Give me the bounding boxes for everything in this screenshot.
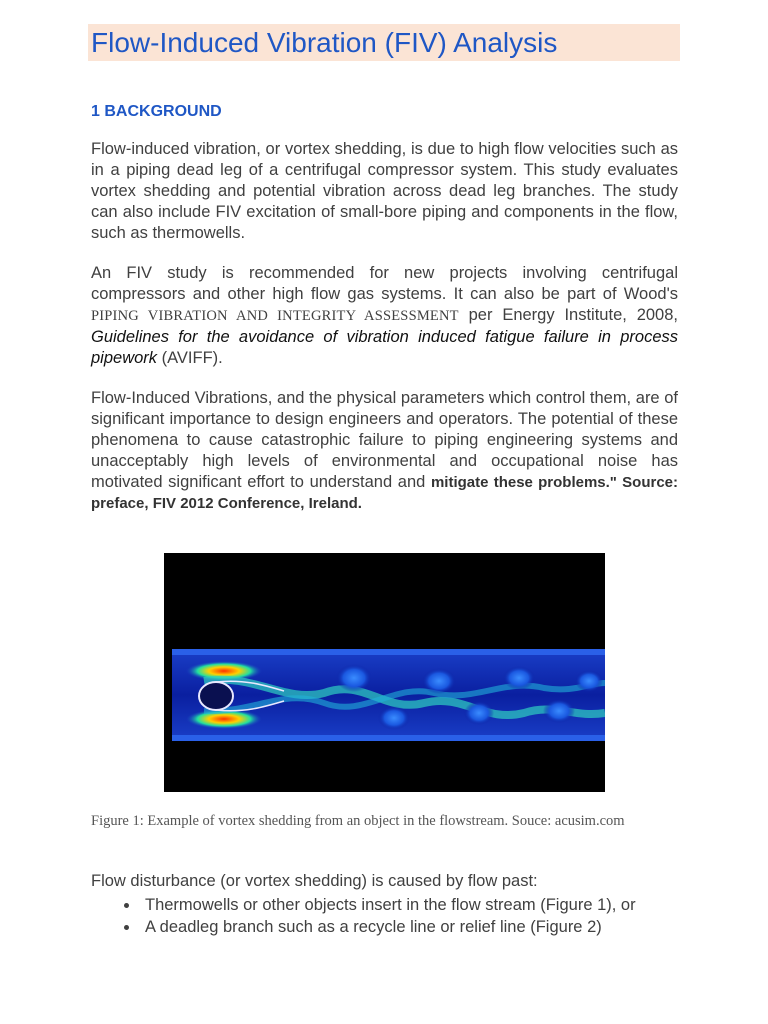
section-heading: 1 BACKGROUND bbox=[91, 103, 222, 120]
p2-text-c: (AVIFF). bbox=[157, 349, 223, 367]
bullet-icon bbox=[124, 903, 129, 908]
list-item bbox=[91, 894, 691, 916]
page-title: Flow-Induced Vibration (FIV) Analysis bbox=[91, 27, 558, 58]
p2-assessment-name: PIPING VIBRATION AND INTEGRITY ASSESSMENT bbox=[91, 308, 459, 324]
figure-caption: Figure 1: Example of vortex shedding from an object in the flowstream. Souce: acusim.com bbox=[91, 813, 625, 829]
list-item-text: Thermowells or other objects insert in the flow stream (Figure 1), or bbox=[145, 896, 636, 914]
list-intro: Flow disturbance (or vortex shedding) is caused by flow past: bbox=[91, 872, 538, 890]
p2-guideline-title: Guidelines for the avoidance of vibration induced fatigue failure in process pipework bbox=[91, 328, 678, 367]
paragraph-quote bbox=[91, 388, 678, 514]
p3-text-a: Flow-Induced Vibrations, and the physical parameters which control them, are of significant importance to design engineers and operators. The potential of these phenomena to cause catastrophic failure to piping engineering systems and unacceptably high levels of environmental and occupational noise has motivated significant effort to understand and bbox=[91, 389, 678, 491]
list-item bbox=[91, 916, 691, 938]
vortex-shedding-figure bbox=[164, 553, 605, 792]
p3-source: mitigate these problems." Source: preface, FIV 2012 Conference, Ireland. bbox=[91, 474, 678, 512]
list-item-text: A deadleg branch such as a recycle line or relief line (Figure 2) bbox=[145, 918, 602, 936]
paragraph-intro: Flow-induced vibration, or vortex shedding, is due to high flow velocities such as in a piping dead leg of a centrifugal compressor system. This study evaluates vortex shedding and potential vibration across dead leg branches. The study can also include FIV excitation of small-bore piping and components in the flow, such as thermowells. bbox=[91, 140, 678, 242]
bullet-icon bbox=[124, 925, 129, 930]
vortex-shedding-image bbox=[164, 553, 605, 792]
p2-text-a: An FIV study is recommended for new projects involving centrifugal compressors and other high flow gas systems. It can also be part of Wood's bbox=[91, 264, 678, 303]
cause-list bbox=[91, 894, 691, 938]
paragraph-fiv-study bbox=[91, 263, 678, 369]
p2-text-b: per Energy Institute, 2008, bbox=[458, 306, 678, 324]
